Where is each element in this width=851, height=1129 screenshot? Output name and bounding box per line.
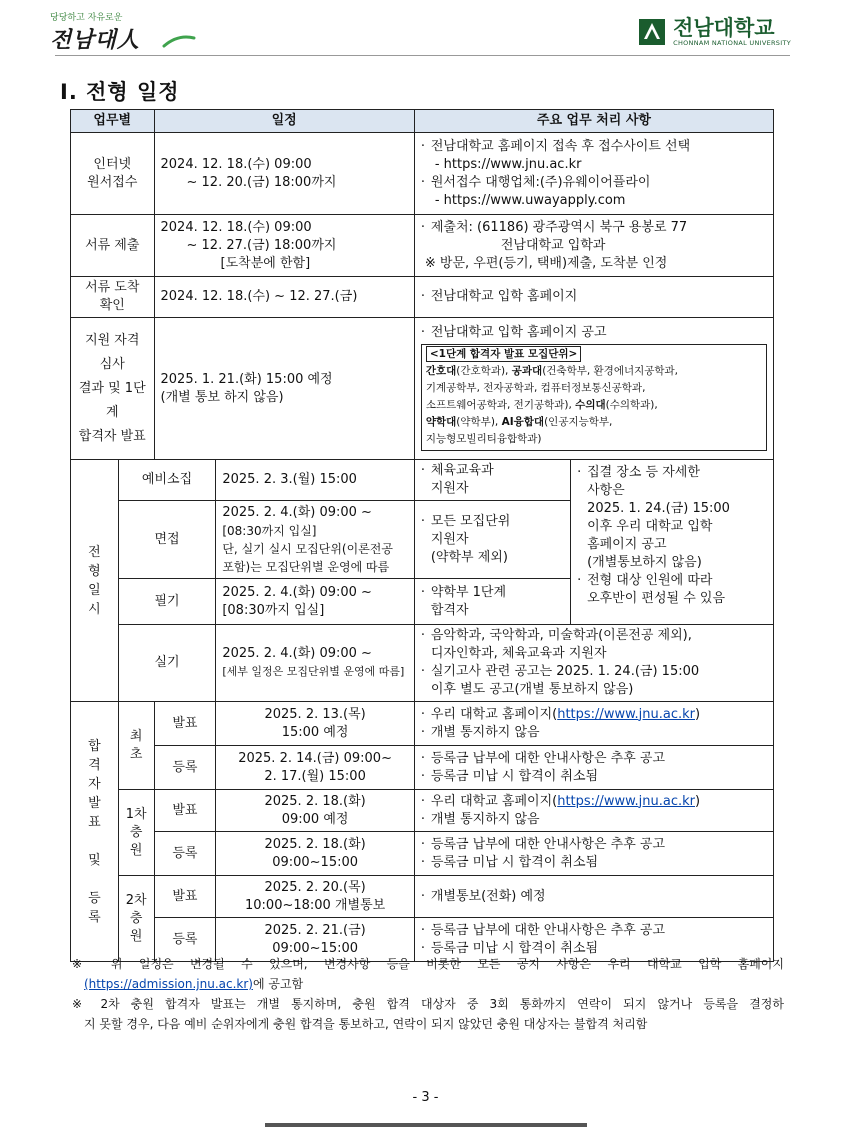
dept-text: (간호학과), xyxy=(456,365,512,377)
date-line: [08:30까지 입실] xyxy=(222,523,317,538)
document-check-tasks xyxy=(414,277,773,318)
university-name: 전남대학교 xyxy=(673,16,775,40)
second-registration-date: 2025. 2. 18.(화) 09:00~15:00 xyxy=(216,832,415,876)
note-text: ※ 방문, 우편(등기, 택배)제출, 도착분 인정 xyxy=(424,255,668,271)
date-line: 2024. 12. 18.(수) 09:00 xyxy=(160,156,312,172)
written-exam-target xyxy=(414,579,570,625)
third-announcement-date: 2025. 2. 20.(목) 10:00~18:00 개별통보 xyxy=(216,876,415,918)
dept-text: (인공지능학부, xyxy=(544,416,613,428)
practical-exam-label: 실기 xyxy=(118,625,216,702)
link-text xyxy=(421,156,767,174)
date-line: [세부 일정은 모집단위별 운영에 따름] xyxy=(222,665,405,678)
list-item: · 모든 모집단위 지원자 (약학부 제외) xyxy=(421,513,564,567)
jnu-homepage-link[interactable]: https://www.jnu.ac.kr xyxy=(557,793,695,809)
url-text: - https://www.uwayapply.com xyxy=(434,192,626,208)
table-row xyxy=(71,133,774,215)
date-line: 포함)는 모집단위별 운영에 따름 xyxy=(222,559,390,574)
list-item: · 등록금 납부에 대한 안내사항은 추후 공고 xyxy=(421,836,767,854)
date-line: [08:30까지 입실] xyxy=(222,602,325,618)
table-row xyxy=(71,832,774,876)
list-item: 전남대학교 입학과 xyxy=(500,237,606,253)
pre-gathering-label: 예비소집 xyxy=(118,460,216,501)
footnote-1-line-2 xyxy=(72,974,784,994)
list-text: ) xyxy=(695,706,701,722)
table-header-row xyxy=(71,110,774,133)
table-row xyxy=(71,702,774,746)
table-row xyxy=(71,318,774,460)
date-line: 2025. 2. 4.(화) 09:00 ~ xyxy=(222,646,372,661)
date-line: [도착분에 한함] xyxy=(220,255,311,271)
list-item: · 개별 통지하지 않음 xyxy=(421,724,767,742)
footnote-2-line-1: ※ 2차 충원 합격자 발표는 개별 통지하며, 충원 합격 대상자 중 3회 통화까지 연락이 되지 않거나 등록을 결정하 xyxy=(72,997,784,1011)
stage1-units-box xyxy=(421,344,767,451)
document-submission-date xyxy=(154,215,414,277)
third-announcement-tasks xyxy=(414,876,773,918)
page-number: - 3 - xyxy=(412,1090,439,1105)
stage1-result-tasks xyxy=(414,318,773,460)
table-row xyxy=(71,746,774,790)
university-english-name: CHONNAM NATIONAL UNIVERSITY xyxy=(673,39,791,47)
registration-label: 등록 xyxy=(154,918,216,962)
practical-exam-date xyxy=(216,625,415,702)
third-registration-date: 2025. 2. 21.(금) 09:00~15:00 xyxy=(216,918,415,962)
list-item: · 체육교육과 지원자 xyxy=(421,462,564,498)
list-text: 우리 대학교 홈페이지( xyxy=(430,706,558,722)
footnotes xyxy=(72,954,784,1034)
logo-tagline: 당당하고 자유로운 xyxy=(50,13,123,23)
university-emblem-icon xyxy=(637,17,667,47)
online-application-tasks xyxy=(414,133,773,215)
second-announcement-tasks xyxy=(414,790,773,832)
bottom-scroll-bar xyxy=(265,1123,587,1127)
box-heading: <1단계 합격자 발표 모집단위> xyxy=(426,346,581,362)
list-text: ) xyxy=(695,793,701,809)
list-item: · 원서접수 대행업체:(주)유웨이어플라이 xyxy=(421,174,767,192)
date-line: ~ 12. 27.(금) 18:00까지 xyxy=(186,237,337,253)
list-text: 우리 대학교 홈페이지( xyxy=(430,793,558,809)
first-announcement-date: 2025. 2. 13.(목) 15:00 예정 xyxy=(216,702,415,746)
college-name: 수의대 xyxy=(575,399,606,411)
swoosh-icon xyxy=(162,32,196,50)
list-item: · 전남대학교 홈페이지 접속 후 접수사이트 선택 xyxy=(421,138,767,156)
header-divider xyxy=(55,55,790,56)
list-item: · 등록금 납부에 대한 안내사항은 추후 공고 xyxy=(421,922,767,940)
interview-label: 면접 xyxy=(118,501,216,579)
second-registration-tasks xyxy=(414,832,773,876)
table-row xyxy=(71,277,774,318)
stage1-result-date xyxy=(154,318,414,460)
list-item: · 등록금 미납 시 합격이 취소됨 xyxy=(421,854,767,872)
list-item: · 음악학과, 국악학과, 미술학과(이론전공 제외), 디자인학과, 체육교육과 지원자 xyxy=(421,627,767,663)
online-application-label: 인터넷 원서접수 xyxy=(71,133,155,215)
jnu-homepage-link[interactable]: https://www.jnu.ac.kr xyxy=(557,706,695,722)
cnu-slogan-logo xyxy=(50,10,190,54)
second-round-label: 1차 충원 xyxy=(118,790,154,876)
written-exam-label: 필기 xyxy=(118,579,216,625)
list-item: · 개별통보(전화) 예정 xyxy=(421,888,767,906)
registration-label: 등록 xyxy=(154,746,216,790)
registration-label: 등록 xyxy=(154,832,216,876)
footnote-2-line-2: 지 못할 경우, 다음 예비 순위자에게 충원 합격을 통보하고, 연락이 되지 않았던 충원 대상자는 불합격 처리함 xyxy=(84,1017,648,1031)
exam-group-label: 전 형 일 시 xyxy=(71,460,119,702)
header-tasks: 주요 업무 처리 사항 xyxy=(414,110,773,133)
dept-text: 지능형모빌리티융합학과) xyxy=(425,433,542,445)
date-line: 2025. 2. 4.(화) 09:00 ~ xyxy=(222,504,372,520)
link-text xyxy=(421,192,767,210)
first-registration-tasks xyxy=(414,746,773,790)
first-registration-date: 2025. 2. 14.(금) 09:00~ 2. 17.(월) 15:00 xyxy=(216,746,415,790)
announcement-label: 발표 xyxy=(154,790,216,832)
interview-target xyxy=(414,501,570,579)
header-category: 업무별 xyxy=(71,110,155,133)
date-line: 2024. 12. 18.(수) 09:00 xyxy=(160,219,312,235)
announcement-label: 발표 xyxy=(154,876,216,918)
results-group-label: 합 격 자 발 표 및 등 록 xyxy=(71,702,119,962)
college-name: AI융합대 xyxy=(501,416,545,428)
schedule-table xyxy=(70,109,774,962)
url-text: - https://www.jnu.ac.kr xyxy=(434,156,582,172)
announcement-label: 발표 xyxy=(154,702,216,746)
date-line: ~ 12. 20.(금) 18:00까지 xyxy=(186,174,337,190)
dept-text: (수의학과), xyxy=(605,399,658,411)
date-line: 단, 실기 실시 모집단위(이론전공 xyxy=(222,541,393,556)
list-item: · 등록금 납부에 대한 안내사항은 추후 공고 xyxy=(421,750,767,768)
first-announcement-tasks xyxy=(414,702,773,746)
list-item: · 약학부 1단계 합격자 xyxy=(421,584,564,620)
date-line: 2025. 1. 21.(화) 15:00 예정 xyxy=(160,371,333,387)
college-name: 공과대 xyxy=(511,365,543,377)
header-schedule: 일정 xyxy=(154,110,414,133)
dept-text: (약학부), xyxy=(456,416,502,428)
list-item: · 등록금 미납 시 합격이 취소됨 xyxy=(421,768,767,786)
footnote-text: 에 공고함 xyxy=(252,977,304,991)
list-item: · 등록금 미납 시 합격이 취소됨 xyxy=(421,940,767,958)
dept-text: 소프트웨어공학과, 전기공학과), xyxy=(425,399,576,411)
stage1-result-label: 지원 자격 심사 결과 및 1단계 합격자 발표 xyxy=(71,318,155,460)
list-item: · 전남대학교 입학 홈페이지 공고 xyxy=(421,324,767,342)
list-item xyxy=(421,793,767,811)
practical-exam-tasks xyxy=(414,625,773,702)
footnote-1-line-1: ※ 위 일정은 변경될 수 있으며, 변경사항 등을 비롯한 모든 공지 사항은 우리 대학교 입학 홈페이지 xyxy=(72,957,784,971)
college-name: 간호대 xyxy=(425,365,457,377)
table-row xyxy=(71,625,774,702)
table-row xyxy=(71,790,774,832)
list-item: · 제출처: (61186) 광주광역시 북구 용봉로 77 xyxy=(421,219,767,237)
table-row xyxy=(71,876,774,918)
university-logo xyxy=(637,12,791,52)
document-check-date: 2024. 12. 18.(수) ~ 12. 27.(금) xyxy=(154,277,414,318)
second-announcement-date: 2025. 2. 18.(화) 09:00 예정 xyxy=(216,790,415,832)
online-application-date xyxy=(154,133,414,215)
section-title: Ⅰ. 전형 일정 xyxy=(60,80,180,104)
document-submission-tasks xyxy=(414,215,773,277)
written-exam-date xyxy=(216,579,415,625)
date-line: 2025. 2. 4.(화) 09:00 ~ xyxy=(222,584,372,600)
dept-text: (건축학부, 환경에너지공학과, xyxy=(542,365,679,377)
pre-gathering-date: 2025. 2. 3.(월) 15:00 xyxy=(216,460,415,501)
third-round-label: 2차 충원 xyxy=(118,876,154,962)
exam-notes xyxy=(571,460,774,625)
list-item xyxy=(421,706,767,724)
list-item: · 실기고사 관련 공고는 2025. 1. 24.(금) 15:00 이후 별도 공고(개별 통보하지 않음) xyxy=(421,663,767,699)
list-item: · 개별 통지하지 않음 xyxy=(421,811,767,829)
admission-homepage-link[interactable]: (https://admission.jnu.ac.kr) xyxy=(84,977,253,991)
list-item: · 전남대학교 입학 홈페이지 xyxy=(421,288,767,306)
table-row xyxy=(71,460,774,501)
logo-script-text: 전남대人 xyxy=(50,27,140,53)
list-item: · 전형 대상 인원에 따라 오후반이 편성될 수 있음 xyxy=(577,572,767,608)
first-round-label: 최초 xyxy=(118,702,154,790)
list-item: · 집결 장소 등 자세한 사항은 2025. 1. 24.(금) 15:00 이후 우리 대학교 입학 홈페이지 공고 (개별통보하지 않음) xyxy=(577,464,767,572)
dept-text: 기계공학부, 전자공학과, 컴퓨터정보통신공학과, xyxy=(425,382,646,394)
college-name: 약학대 xyxy=(425,416,457,428)
date-line: (개별 통보 하지 않음) xyxy=(160,389,284,405)
document-submission-label: 서류 제출 xyxy=(71,215,155,277)
pre-gathering-target xyxy=(414,460,570,501)
interview-date xyxy=(216,501,415,579)
table-row xyxy=(71,215,774,277)
document-check-label: 서류 도착 확인 xyxy=(71,277,155,318)
